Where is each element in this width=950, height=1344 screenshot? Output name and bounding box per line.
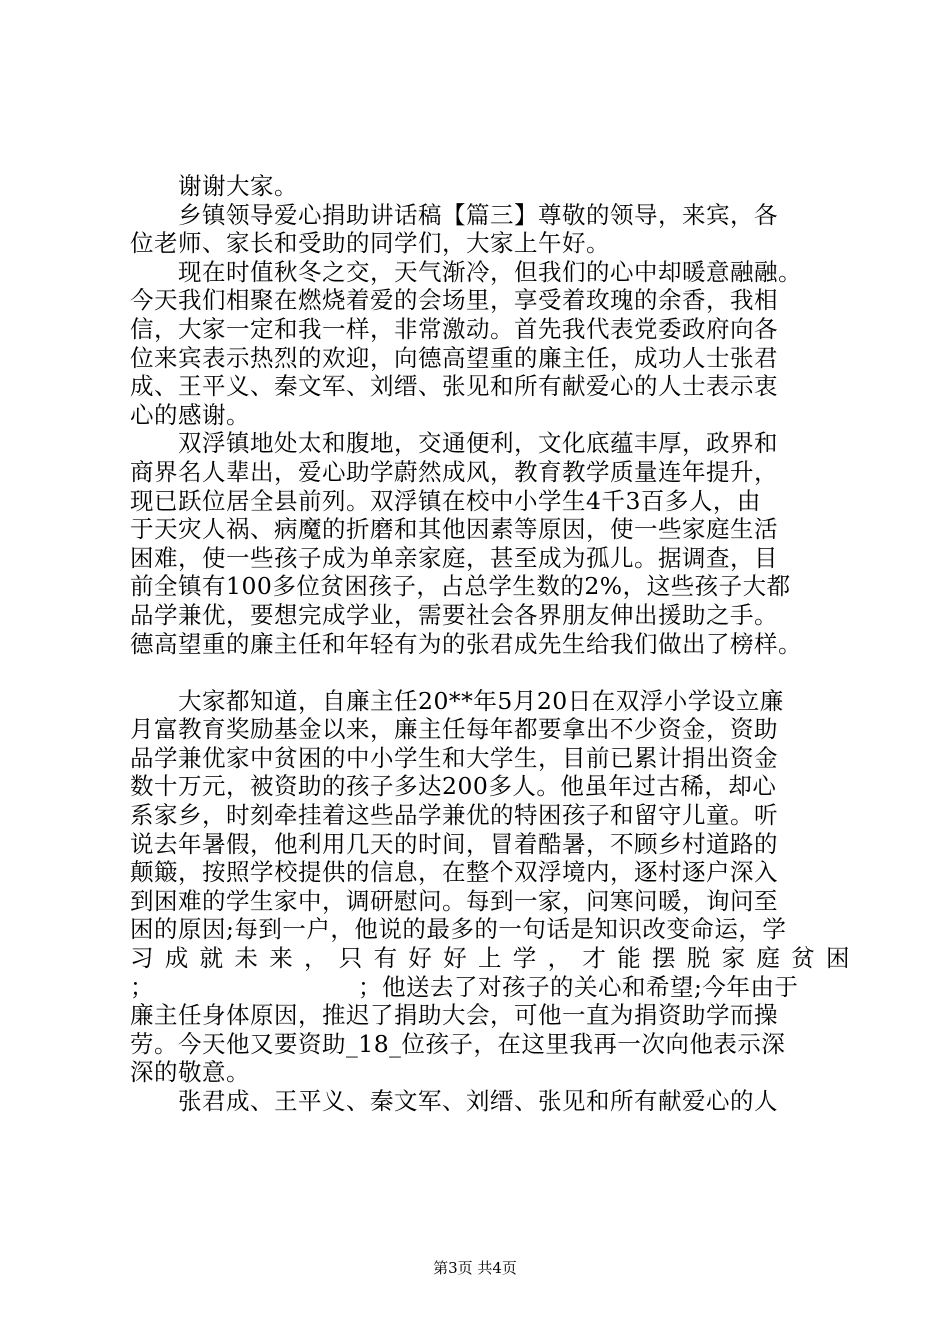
paragraph-gap <box>130 658 850 687</box>
text-line: 品学兼优，要想完成学业，需要社会各界朋友伸出援助之手。 <box>130 600 778 629</box>
text-line: 位来宾表示热烈的欢迎，向德高望重的廉主任，成功人士张君 <box>130 343 778 372</box>
split-line-left: ； <box>130 972 154 1001</box>
paragraph-block-2 <box>130 687 850 944</box>
split-line-right: ；他送去了对孩子的关心和希望;今年由于 <box>358 972 799 1001</box>
text-line: 现在时值秋冬之交，天气渐冷，但我们的心中却暖意融融。 <box>178 257 802 286</box>
justified-text-line: 习 成 就 未 来 ， 只 有 好 好 上 学 ， 才 能 摆 脱 家 庭 贫 困 <box>130 944 850 973</box>
text-line: 劳。今天他又要资助_18_位孩子，在这里我再一次向他表示深 <box>130 1029 786 1058</box>
text-line: 廉主任身体原因，推迟了捐助大会，可他一直为捐资助学而操 <box>130 1001 778 1030</box>
text-line: 商界名人辈出，爱心助学蔚然成风，教育教学质量连年提升， <box>130 457 778 486</box>
text-line: 说去年暑假，他利用几天的时间，冒着酷暑，不顾乡村道路的 <box>130 829 778 858</box>
text-line: 成、王平义、秦文军、刘缙、张见和所有献爱心的人士表示衷 <box>130 372 778 401</box>
text-line: 到困难的学生家中，调研慰问。每到一家，问寒问暖，询问至 <box>130 886 778 915</box>
text-line: 谢谢大家。 <box>178 172 298 200</box>
text-line: 大家都知道，自廉主任20**年5月20日在双浮小学设立廉 <box>178 686 784 715</box>
text-line: 乡镇领导爱心捐助讲话稿【篇三】尊敬的领导，来宾，各 <box>178 200 778 229</box>
document-body <box>130 172 850 1116</box>
text-line: 现已跃位居全县前列。双浮镇在校中小学生4千3百多人，由 <box>130 486 761 515</box>
text-line: 深的敬意。 <box>130 1058 250 1087</box>
text-line: 困难，使一些孩子成为单亲家庭，甚至成为孤儿。据调查，目 <box>130 543 778 572</box>
paragraph-block-1 <box>130 172 850 658</box>
text-line: 品学兼优家中贫困的中小学生和大学生，目前已累计捐出资金 <box>130 743 778 772</box>
text-line: 困的原因;每到一户，他说的最多的一句话是知识改变命运，学 <box>130 915 787 944</box>
text-line: 信，大家一定和我一样，非常激动。首先我代表党委政府向各 <box>130 314 778 343</box>
text-line: 月富教育奖励基金以来，廉主任每年都要拿出不少资金，资助 <box>130 715 778 744</box>
text-line: 德高望重的廉主任和年轻有为的张君成先生给我们做出了榜样。 <box>130 629 802 658</box>
split-text-line <box>130 973 850 1002</box>
text-line: 张君成、王平义、秦文军、刘缙、张见和所有献爱心的人 <box>178 1087 778 1115</box>
page-footer <box>0 1258 950 1278</box>
text-line: 系家乡，时刻牵挂着这些品学兼优的特困孩子和留守儿童。听 <box>130 801 778 830</box>
text-line: 前全镇有100多位贫困孩子，占总学生数的2%，这些孩子大都 <box>130 572 791 601</box>
text-line: 双浮镇地处太和腹地，交通便利，文化底蕴丰厚，政界和 <box>178 429 778 458</box>
text-line: 位老师、家长和受助的同学们，大家上午好。 <box>130 229 610 258</box>
text-line: 颠簸，按照学校提供的信息，在整个双浮境内，逐村逐户深入 <box>130 858 778 887</box>
text-line: 于天灾人祸、病魔的折磨和其他因素等原因，使一些家庭生活 <box>130 515 778 544</box>
text-line: 今天我们相聚在燃烧着爱的会场里，享受着玫瑰的余香，我相 <box>130 286 778 315</box>
text-line: 数十万元，被资助的孩子多达200多人。他虽年过古稀，却心 <box>130 772 777 801</box>
text-line: 心的感谢。 <box>130 400 250 429</box>
page-number-label: 第3页 共4页 <box>433 1259 517 1277</box>
paragraph-block-3 <box>130 1001 850 1115</box>
